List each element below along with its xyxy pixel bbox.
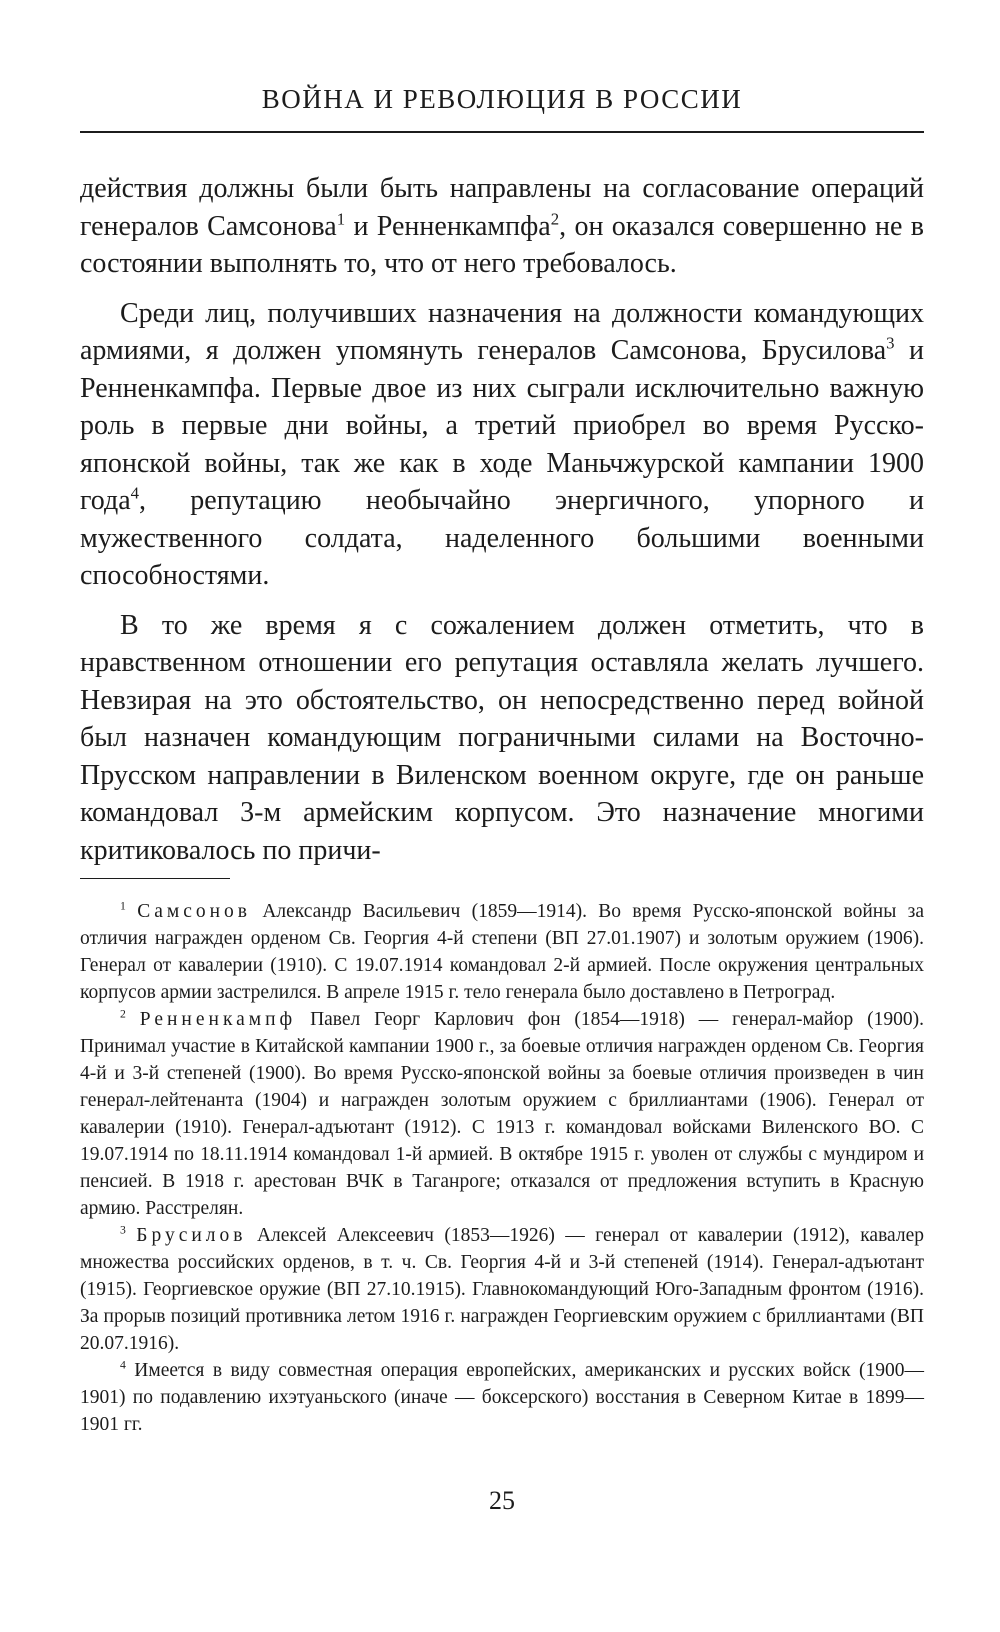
footnote-text: Алексей Алексеевич (1853—1926) — генерал от кавалерии (1912), кавалер множества российских орденов, в т. ч. Св. Георгия 4-й и 3-й степеней (1914). Генерал-адъютант (1915). Георгиевское оружие (ВП 27.10.1915). Главнокомандующий Юго-Западным фронтом (1916). За прорыв позиций противника летом 1916 г. награжден Георгиевским оружием с бриллиантами (ВП 20.07.1916). (80, 1225, 924, 1354)
footnote-ref-3: 3 (886, 333, 895, 353)
footnote-1 (80, 898, 924, 1006)
footnote-number: 2 (120, 1007, 126, 1021)
paragraph-1-part-1: действия должны были быть направлены на согласование операций генералов Самсонова (80, 173, 924, 242)
paragraph-2-part-1: Среди лиц, получивших назначения на должности командующих армиями, я должен упомянуть генералов Самсонова, Брусилова (80, 297, 924, 366)
paragraph-2 (80, 295, 924, 595)
paragraph-1-part-2: и Ренненкампфа (345, 210, 551, 242)
paragraph-2-part-2: и Ренненкампфа. Первые двое из них сыграли исключительно важную роль в первые дни войны, а третий приобрел во время Русско-японской войны, так же как в ходе Маньчжурской кампании 1900 года (80, 335, 925, 516)
header-rule (80, 131, 924, 133)
paragraph-1 (80, 170, 924, 283)
footnote-rule (80, 878, 230, 879)
footnote-text: Имеется в виду совместная операция европейских, американских и русских войск (1900—1901) по подавлению ихэтуаньского (иначе — боксерского) восстания в Северном Китае в 1899—1901 гг. (80, 1360, 924, 1435)
footnotes (80, 898, 924, 1438)
footnote-ref-2: 2 (550, 209, 560, 229)
footnote-number: 4 (120, 1358, 126, 1372)
footnote-text: Александр Васильевич (1859—1914). Во время Русско-японской войны за отличия награжден орденом Св. Георгия 4-й степени (ВП 27.01.1907) и золотым оружием (1906). Генерал от кавалерии (1910). С 19.07.1914 командовал 2-й армией. После окружения центральных корпусов армии застрелился. В апреле 1915 г. тело генерала было доставлено в Петроград. (80, 901, 925, 1003)
footnote-name: Брусилов (136, 1225, 247, 1246)
footnote-3 (80, 1222, 924, 1357)
footnote-name: Самсонов (137, 901, 251, 922)
page-number: 25 (489, 1486, 515, 1515)
paragraph-1-part-3: , он оказался совершенно не в состоянии выполнять то, что от него требовалось. (80, 210, 924, 279)
running-head: ВОЙНА И РЕВОЛЮЦИЯ В РОССИИ (261, 84, 743, 114)
footnote-number: 3 (120, 1223, 126, 1237)
footnote-4 (80, 1357, 924, 1438)
main-text (80, 170, 924, 881)
footnote-number: 1 (120, 899, 126, 913)
footnote-ref-1: 1 (336, 209, 346, 229)
paragraph-3: В то же время я с сожалением должен отметить, что в нравственном отношении его репутация оставляла желать лучшего. Невзирая на это обстоятельство, он непосредственно перед войной был назначен командующим пограничными силами на Восточно-Прусском направлении в Виленском военном округе, где он раньше командовал 3-м армейским корпусом. Это назначение многими критиковалось по причи- (80, 609, 924, 866)
footnote-text: Павел Георг Карлович фон (1854—1918) — генерал-майор (1900). Принимал участие в Китайской кампании 1900 г., за боевые отличия награжден орденом Св. Георгия 4-й и 3-й степеней (1900). Во время Русско-японской войны за боевые отличия произведен в чин генерал-лейтенанта (1904) и награжден золотым оружием с бриллиантами (1906). Генерал от кавалерии (1910). Генерал-адъютант (1912). С 1913 г. командовал войсками Виленского ВО. С 19.07.1914 по 18.11.1914 командовал 1-й армией. В октябре 1915 г. уволен от службы с мундиром и пенсией. В 1918 г. арестован ВЧК в Таганроге; отказался от предложения вступить в Красную армию. Расстрелян. (80, 1009, 924, 1219)
footnote-name: Ренненкампф (139, 1009, 297, 1030)
footnote-2 (80, 1006, 924, 1222)
paragraph-2-part-3: , репутацию необычайно энергичного, упорного и мужественного солдата, наделенного большими военными способностями. (80, 485, 924, 591)
footnote-ref-4: 4 (130, 483, 140, 503)
